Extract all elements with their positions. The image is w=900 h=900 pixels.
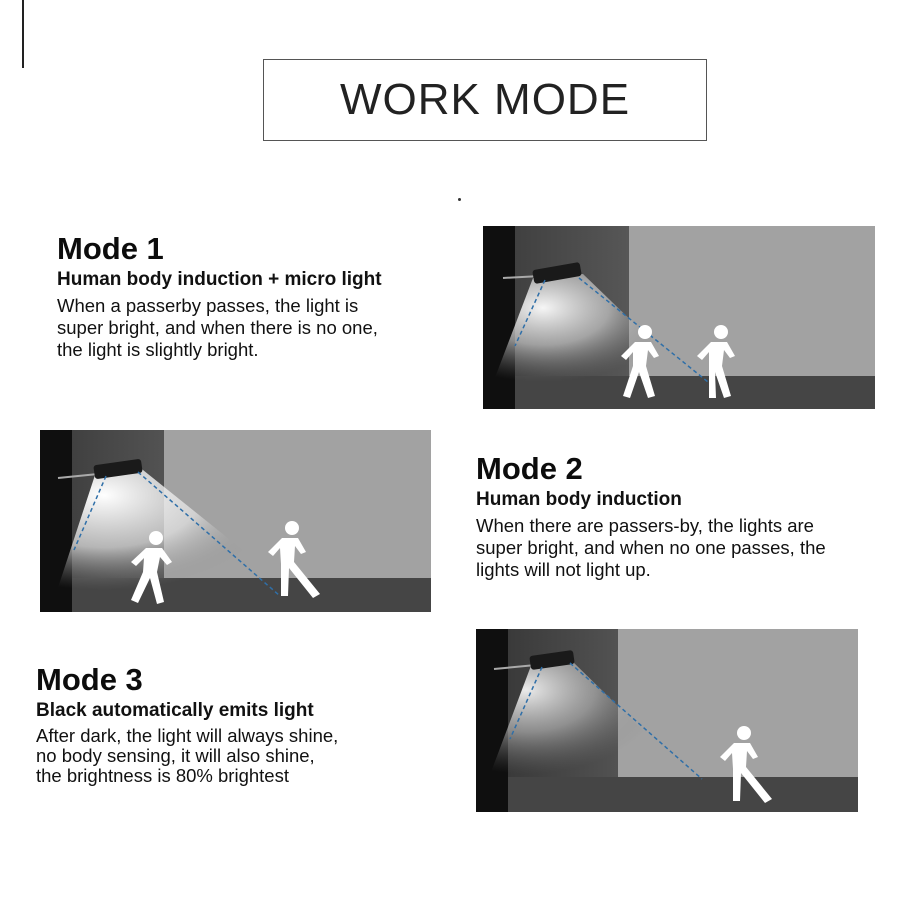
mode-1-section	[57, 232, 477, 361]
mode-1-illustration	[483, 226, 875, 409]
description-line: When a passerby passes, the light is	[57, 295, 359, 316]
description-line: lights will not light up.	[476, 559, 651, 580]
edge-line	[22, 0, 24, 68]
mode-1-title: Mode 1	[57, 231, 164, 266]
lamp-scene-2	[40, 430, 431, 612]
mode-3-title: Mode 3	[36, 662, 143, 697]
description-line: the light is slightly bright.	[57, 339, 259, 360]
mode-1-subtitle: Human body induction + micro light	[57, 269, 382, 290]
page-title: WORK MODE	[339, 75, 631, 124]
mode-2-description	[476, 515, 896, 581]
mode-2-subtitle: Human body induction	[476, 489, 682, 510]
mode-3-section	[36, 663, 456, 786]
mode-1-description	[57, 295, 477, 361]
mode-3-illustration	[476, 629, 858, 812]
description-line: super bright, and when there is no one,	[57, 317, 378, 338]
mode-2-title: Mode 2	[476, 451, 583, 486]
description-line: no body sensing, it will also shine,	[36, 745, 315, 766]
description-line: After dark, the light will always shine,	[36, 725, 339, 746]
back-wall	[629, 226, 875, 376]
mode-3-description	[36, 726, 456, 786]
mode-2-illustration	[40, 430, 431, 612]
lamp-scene-3	[476, 629, 858, 812]
mode-2-section	[476, 452, 896, 581]
description-line: the brightness is 80% brightest	[36, 765, 289, 786]
description-line: When there are passers-by, the lights are	[476, 515, 814, 536]
title-box	[263, 59, 707, 141]
lamp-scene-1	[483, 226, 875, 409]
mode-3-subtitle: Black automatically emits light	[36, 700, 314, 721]
description-line: super bright, and when no one passes, the	[476, 537, 826, 558]
decorative-dot	[458, 198, 461, 201]
